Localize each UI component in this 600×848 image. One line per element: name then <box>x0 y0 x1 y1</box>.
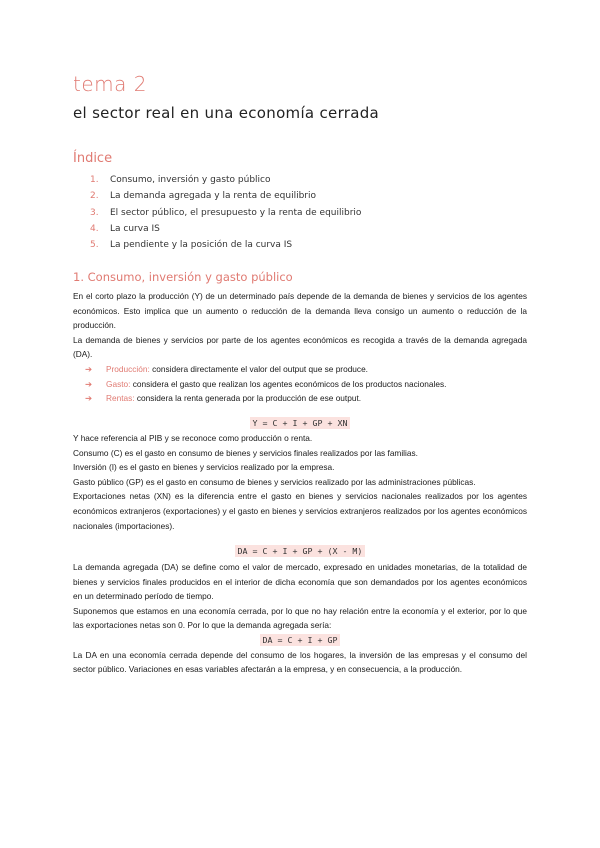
bullet-text: considera la renta generada por la producción de ese output. <box>134 393 362 404</box>
bullet-term: Rentas: <box>106 393 135 404</box>
toc-number: 3. <box>90 207 99 218</box>
section-body <box>73 289 527 406</box>
bullet-term: Producción: <box>106 363 150 374</box>
toc-label: Consumo, inversión y gasto público <box>110 175 271 186</box>
toc-label: La pendiente y la posición de la curva IS <box>110 240 293 251</box>
formula-block <box>73 544 527 559</box>
definitions-body <box>73 431 527 533</box>
toc-item <box>90 221 361 237</box>
bullet-item <box>73 362 527 377</box>
paragraph: Suponemos que estamos en una economía cerrada, por lo que no hay relación entre la economía y el exterior, por lo que las exportaciones netas son 0. Por lo que la demanda agregada sería: <box>73 605 527 631</box>
formula-block <box>73 416 527 431</box>
formula <box>73 416 527 431</box>
bullet-text: considera directamente el valor del output que se produce. <box>149 363 368 374</box>
da-body <box>73 560 527 677</box>
arrow-icon: ➔ <box>85 363 92 374</box>
toc-label: El sector público, el presupuesto y la renta de equilibrio <box>110 207 362 218</box>
toc-label: La demanda agregada y la renta de equilibrio <box>110 191 316 202</box>
toc-item <box>90 172 361 188</box>
arrow-icon: ➔ <box>85 393 92 404</box>
formula <box>73 544 527 559</box>
table-of-contents <box>90 172 361 253</box>
toc-number: 2. <box>90 191 99 202</box>
arrow-icon: ➔ <box>85 378 92 389</box>
paragraph: La demanda agregada (DA) se define como el valor de mercado, expresado en unidades monetarias, de la totalidad de bienes y servicios finales producidos en el interior de dicha economía que son demandados por los agentes económicos en un determinado período de tiempo. <box>73 562 527 602</box>
paragraph: Exportaciones netas (XN) es la diferencia entre el gasto en bienes y servicios nacionales realizados por los agentes económicos extranjeros (exportaciones) y el gasto en bienes y servicios extranjeros realizados por los agentes económicos nacionales (importaciones). <box>73 491 527 531</box>
bullet-item <box>73 391 527 406</box>
toc-item <box>90 188 361 204</box>
toc-number: 4. <box>90 224 99 235</box>
index-heading: Índice <box>73 151 113 166</box>
toc-item <box>90 205 361 221</box>
toc-number: 1. <box>90 175 99 186</box>
formula <box>73 633 527 648</box>
bullet-term: Gasto: <box>106 378 131 389</box>
paragraph: La demanda de bienes y servicios por parte de los agentes económicos es recogida a través de la demanda agregada (DA). <box>73 334 527 360</box>
formula-text: DA = C + I + GP + (X - M) <box>235 545 366 557</box>
bullet-text: considera el gasto que realizan los agentes económicos de los productos nacionales. <box>130 378 447 389</box>
document-title: tema 2 <box>73 72 147 96</box>
paragraph: La DA en una economía cerrada depende del consumo de los hogares, la inversión de las empresas y el consumo del sector público. Variaciones en esas variables afectarán a la empresa, y en consecuencia, a la producción. <box>73 649 527 675</box>
toc-label: La curva IS <box>110 224 160 235</box>
document-subtitle: el sector real en una economía cerrada <box>73 104 380 122</box>
paragraph: En el corto plazo la producción (Y) de un determinado país depende de la demanda de bienes y servicios de los agentes económicos. Esto implica que un aumento o reducción de la demanda lleva consigo un aumento o reducción de la producción. <box>73 291 527 331</box>
paragraph: Y hace referencia al PIB y se reconoce como producción o renta. <box>73 433 313 443</box>
formula-text: DA = C + I + GP <box>260 634 341 646</box>
bullet-list <box>73 362 527 406</box>
section-heading: 1. Consumo, inversión y gasto público <box>73 270 293 284</box>
formula-text: Y = C + I + GP + XN <box>250 417 351 429</box>
bullet-item <box>73 377 527 392</box>
toc-number: 5. <box>90 240 99 251</box>
paragraph: Consumo (C) es el gasto en consumo de bienes y servicios finales realizados por las familias. <box>73 447 418 458</box>
toc-item <box>90 237 361 253</box>
paragraph: Inversión (I) es el gasto en bienes y servicios realizado por la empresa. <box>73 462 335 473</box>
paragraph: Gasto público (GP) es el gasto en consumo de bienes y servicios realizado por las administraciones públicas. <box>73 476 476 487</box>
